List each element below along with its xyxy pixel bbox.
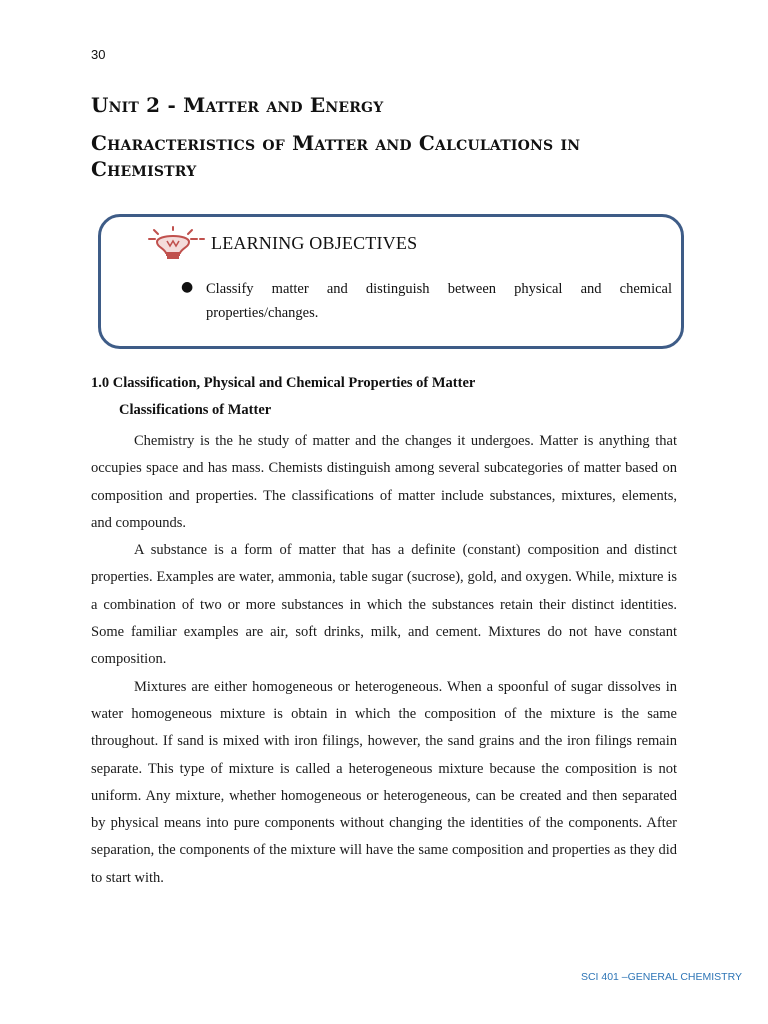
- objectives-heading: LEARNING OBJECTIVES: [211, 233, 418, 253]
- chapter-title: Characteristics of Matter and Calculations in Chemistry: [91, 131, 581, 181]
- subsection-heading: Classifications of Matter: [119, 402, 272, 418]
- section-heading: 1.0 Classification, Physical and Chemical Properties of Matter: [91, 375, 476, 391]
- page-number: 30: [91, 47, 106, 62]
- paragraph: Mixtures are either homogeneous or heterogeneous. When a spoonful of sugar dissolves in water homogeneous mixture is obtain in which the composition of the mixture is the same throughout. If sand is mixed with iron filings, however, the sand grains and the iron filings remain separate. This type of mixture is called a heterogeneous mixture because the composition is not uniform. Any mixture, whether homogeneous or heterogeneous, can be created and then separated by physical means into pure components without changing the identities of the components. After separation, the components of the mixture will have the same composition and properties as they did to start with.: [91, 678, 677, 886]
- bullet-marker: ●: [181, 279, 194, 295]
- lightbulb-icon: [146, 226, 206, 260]
- body-text: [91, 428, 677, 892]
- paragraph: Chemistry is the he study of matter and the changes it undergoes. Matter is anything that occupies space and has mass. Chemists distinguish among several subcategories of matter based on composition and properties. The classifications of matter include substances, mixtures, elements, and compounds.: [91, 433, 677, 531]
- objective-item: Classify matter and distinguish between physical and chemical properties/changes.: [206, 281, 672, 321]
- footer-course-label: SCI 401 –GENERAL CHEMISTRY: [580, 971, 742, 983]
- unit-title: Unit 2 - Matter and Energy: [91, 93, 384, 117]
- paragraph: A substance is a form of matter that has a definite (constant) composition and distinct properties. Examples are water, ammonia, table sugar (sucrose), gold, and oxygen. While, mixture is a combination of two or more substances in which the substances retain their distinct identities. Some familiar examples are air, soft drinks, milk, and cement. Mixtures do not have constant composition.: [91, 542, 677, 668]
